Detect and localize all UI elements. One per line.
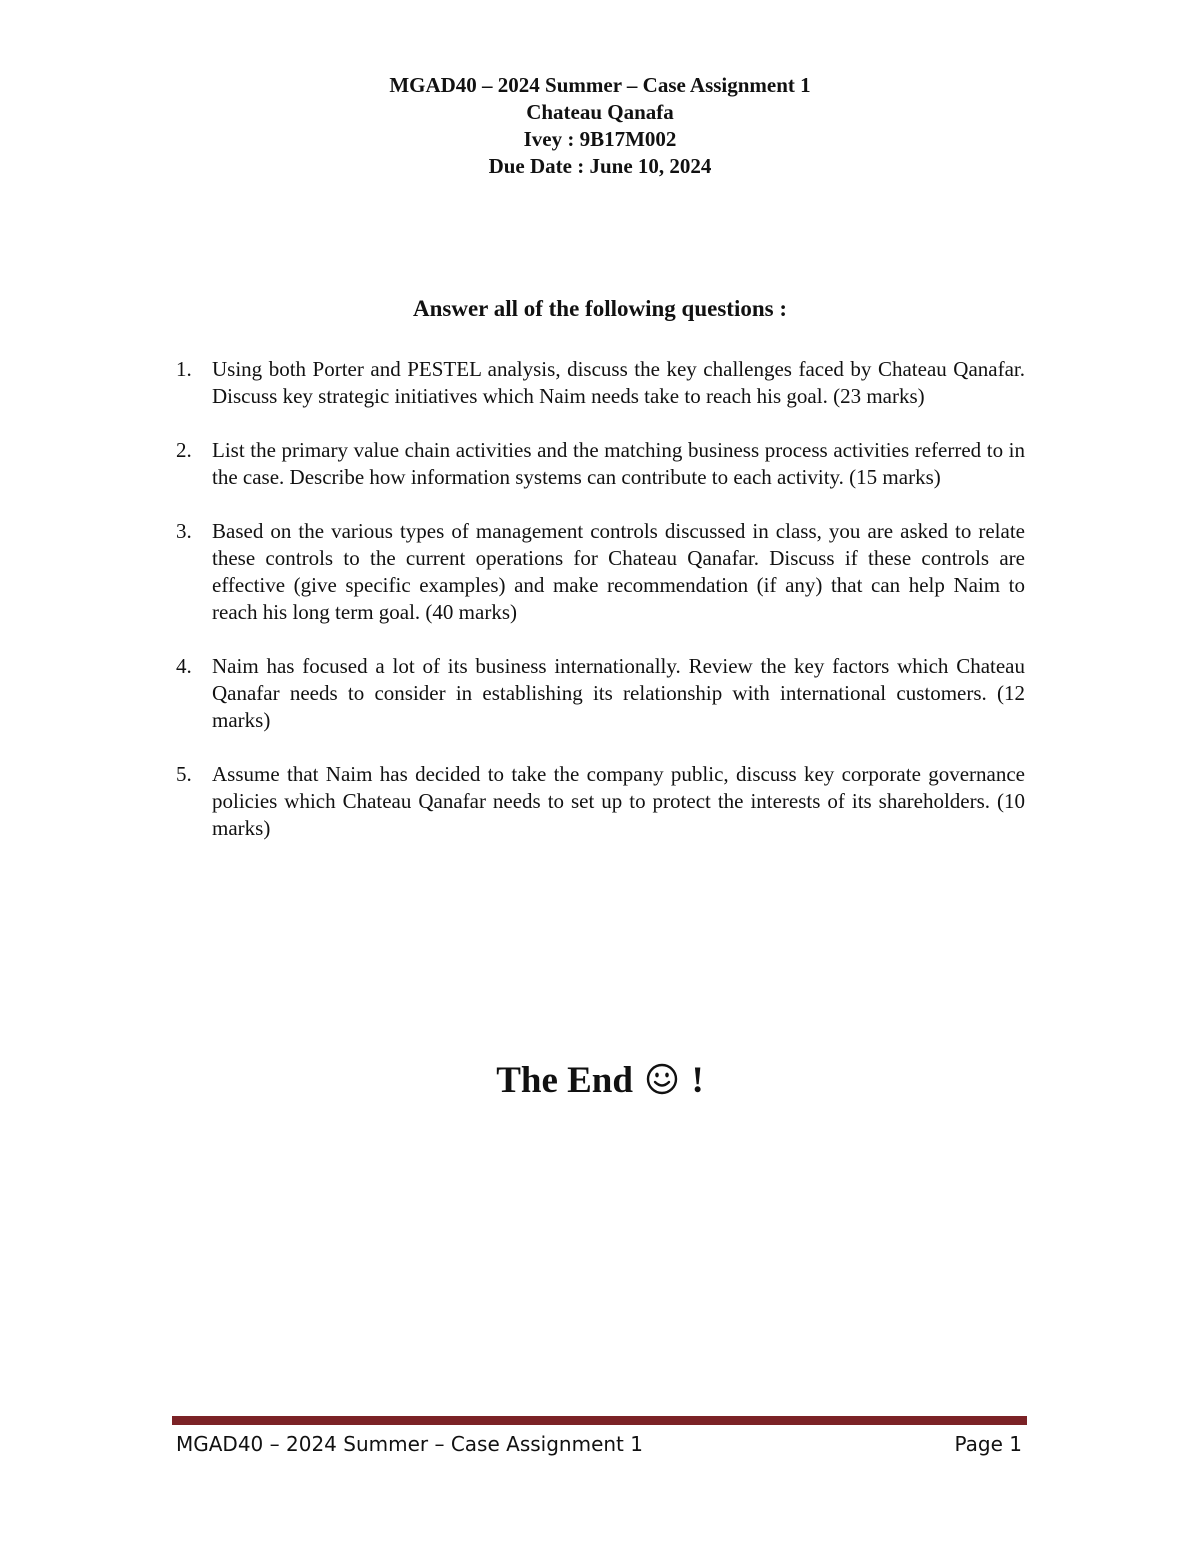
question-number: 2. [176,438,192,462]
closing-line [0,1058,1200,1104]
question-number: 5. [176,762,192,786]
question-item [170,653,1025,734]
question-text: Using both Porter and PESTEL analysis, discuss the key challenges faced by Chateau Qanafar. Discuss key strategic initiatives which Naim needs take to reach his goal. (23 marks) [212,357,1025,408]
question-item [170,437,1025,491]
document-header [0,72,1200,180]
question-list [170,356,1025,869]
course-title: MGAD40 – 2024 Summer – Case Assignment 1 [389,73,811,97]
case-name: Chateau Qanafa [526,100,674,124]
question-text: Assume that Naim has decided to take the company public, discuss key corporate governance policies which Chateau Qanafar needs to set up to protect the interests of its shareholders. (10 marks) [212,762,1025,840]
question-number: 3. [176,519,192,543]
due-date: Due Date : June 10, 2024 [488,154,712,178]
question-item [170,761,1025,842]
smiley-face-icon [646,1063,678,1095]
question-number: 1. [176,357,192,381]
question-item [170,356,1025,410]
instructions-heading: Answer all of the following questions : [413,296,787,321]
page-number: Page 1 [954,1432,1022,1456]
question-number: 4. [176,654,192,678]
question-text: Based on the various types of management controls discussed in class, you are asked to relate these controls to the current operations for Chateau Qanafar. Discuss if these controls are effective (give specific examples) and make recommendation (if any) that can help Naim to reach his long term goal. (40 marks) [212,519,1025,624]
case-code: Ivey : 9B17M002 [523,127,677,151]
footer-divider [172,1416,1027,1425]
question-item [170,518,1025,626]
closing-exclamation: ! [691,1060,704,1101]
footer-title: MGAD40 – 2024 Summer – Case Assignment 1 [176,1432,643,1456]
question-text: Naim has focused a lot of its business internationally. Review the key factors which Chateau Qanafar needs to consider in establishing its relationship with international customers. (12 marks) [212,654,1025,732]
question-text: List the primary value chain activities and the matching business process activities referred to in the case. Describe how information systems can contribute to each activity. (15 marks) [212,438,1025,489]
closing-text: The End [496,1060,633,1101]
